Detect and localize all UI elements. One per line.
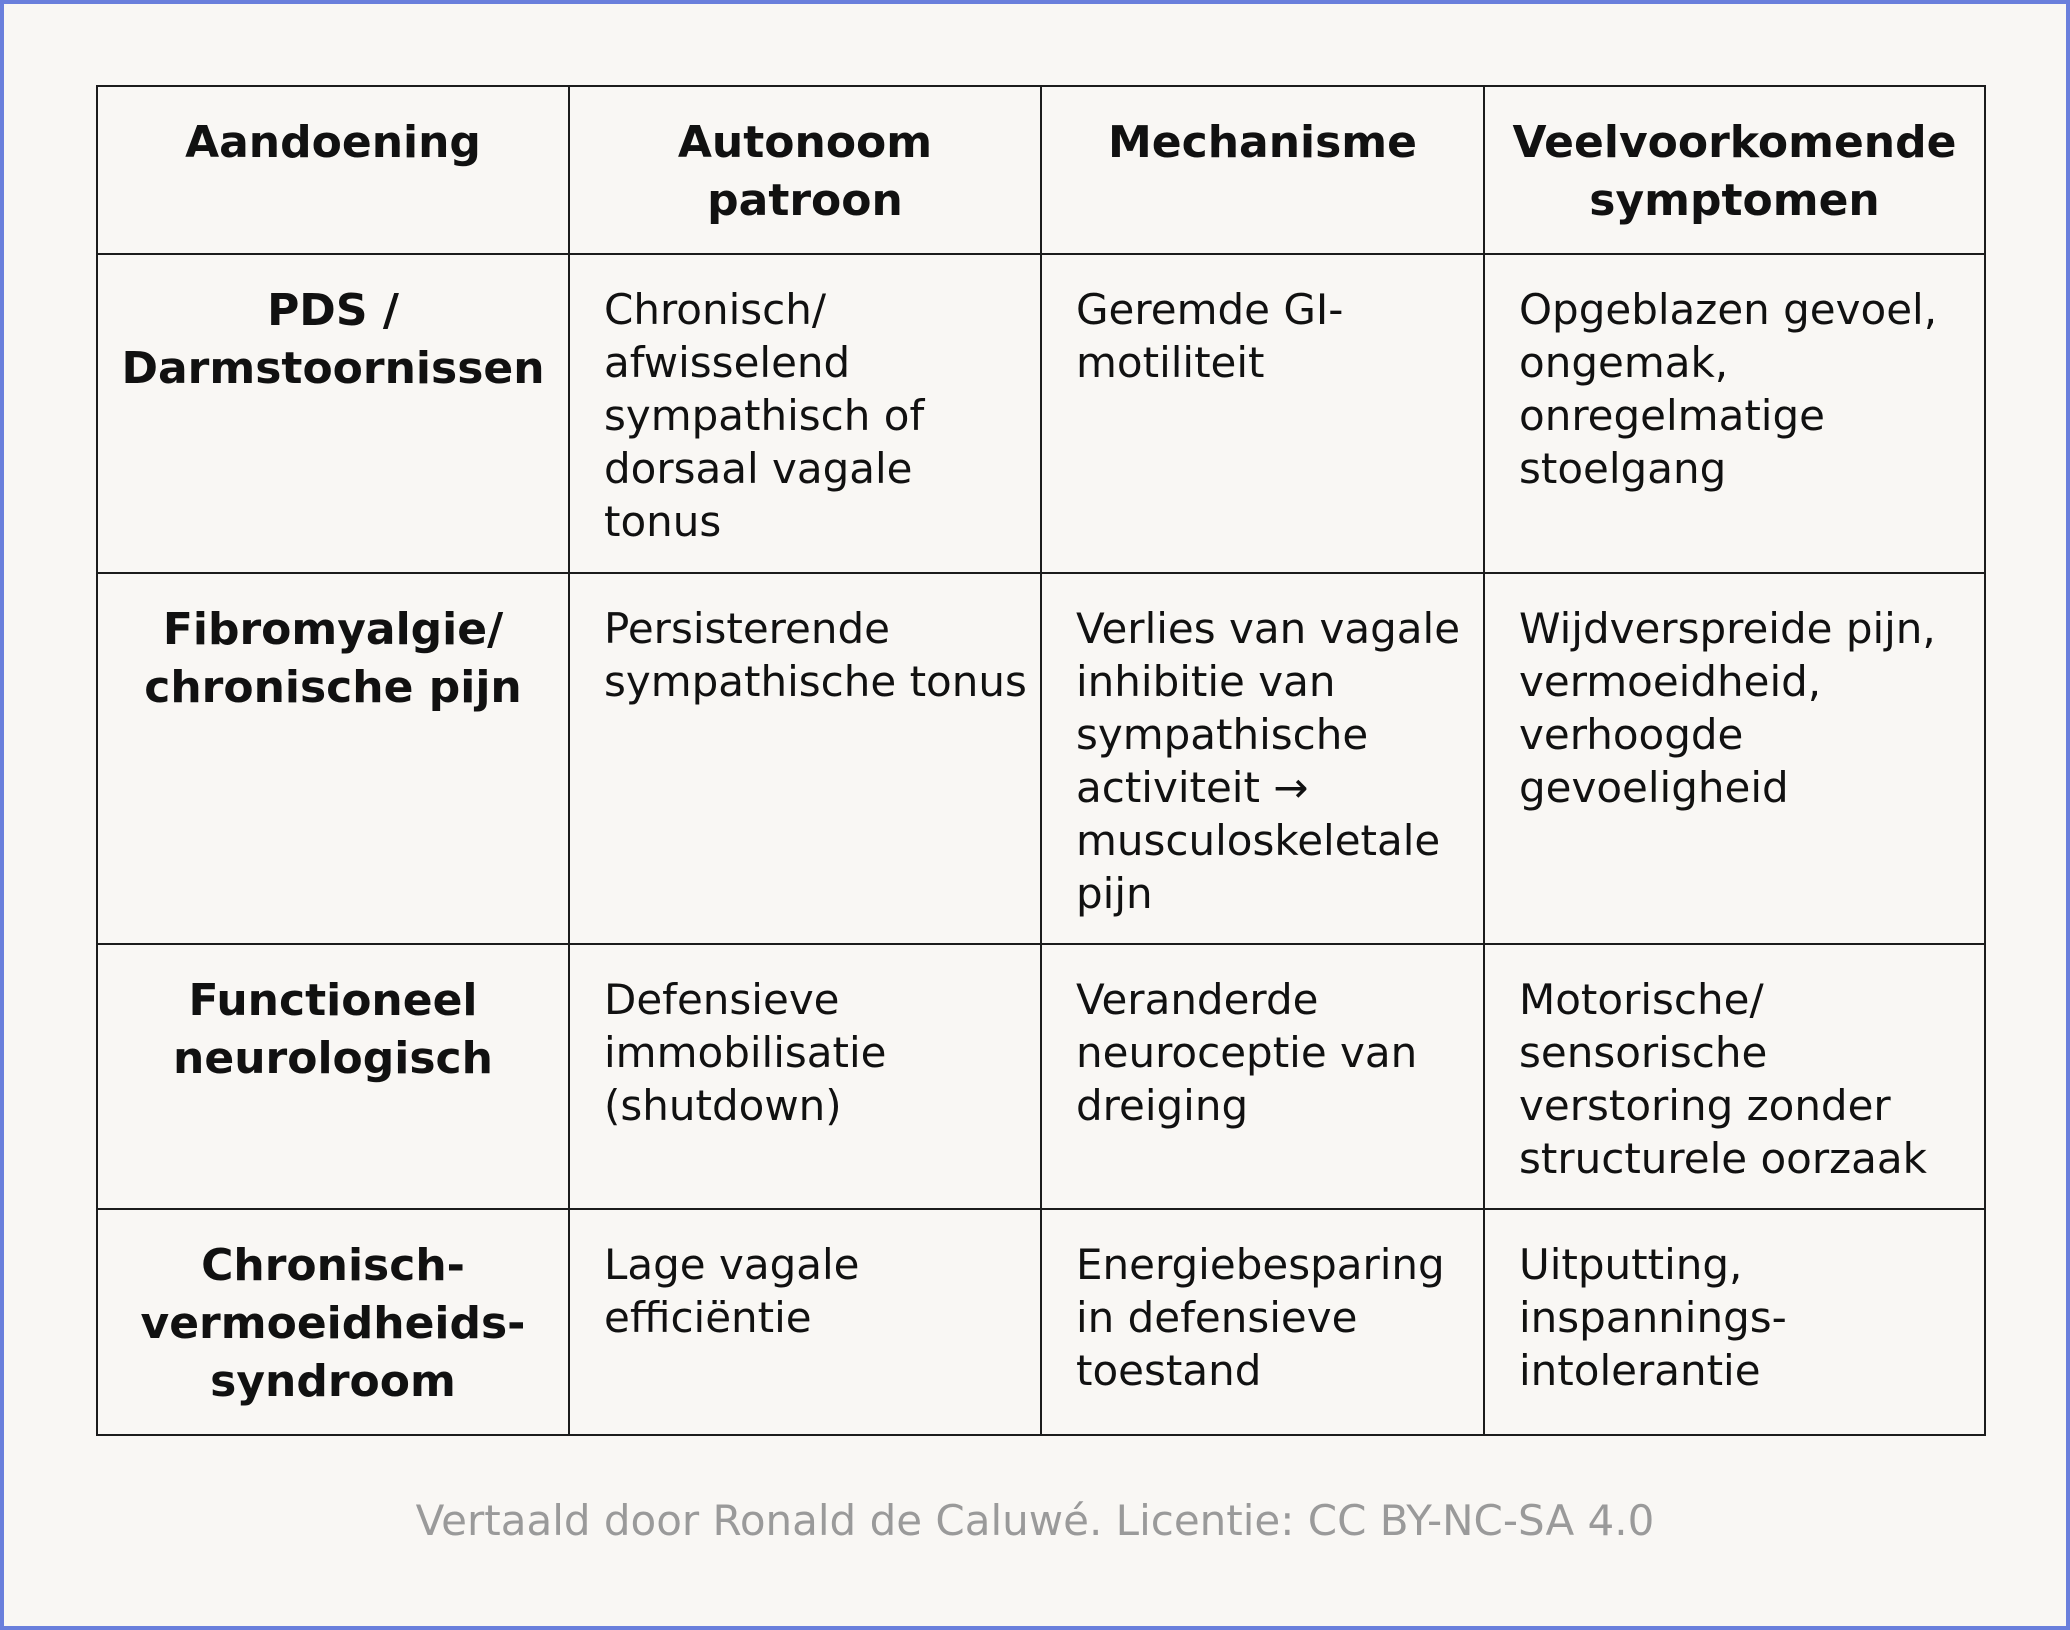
header-symptoms: Veelvoorkomende symptomen (1484, 86, 1985, 254)
cell-symptoms: Opgeblazen gevoel, ongemak, onregelmatige stoelgang (1484, 254, 1985, 573)
table-header-row (97, 86, 1985, 254)
cell-pattern: Persisterende sympathische tonus (569, 573, 1041, 944)
cell-symptoms: Wijdverspreide pijn, vermoeidheid, verhoogde gevoeligheid (1484, 573, 1985, 944)
cell-mechanism: Verlies van vagale inhibitie van sympathische activiteit → musculoskeletale pijn (1041, 573, 1484, 944)
table-row (97, 944, 1985, 1209)
table-row (97, 1209, 1985, 1435)
translation-credit: Vertaald door Ronald de Caluwé. Licentie: CC BY-NC-SA 4.0 (415, 1496, 1655, 1545)
header-mechanism: Mechanisme (1041, 86, 1484, 254)
cell-pattern: Chronisch/ afwisselend sympathisch of dorsaal vagale tonus (569, 254, 1041, 573)
cell-pattern: Lage vagale efficiëntie (569, 1209, 1041, 1435)
cell-condition: Functioneel neurologisch (97, 944, 569, 1209)
cell-pattern: Defensieve immobilisatie (shutdown) (569, 944, 1041, 1209)
cell-symptoms: Motorische/ sensorische verstoring zonder structurele oorzaak (1484, 944, 1985, 1209)
cell-condition: PDS / Darmstoornissen (97, 254, 569, 573)
header-pattern: Autonoom patroon (569, 86, 1041, 254)
cell-symptoms: Uitputting, inspannings-intolerantie (1484, 1209, 1985, 1435)
header-condition: Aandoening (97, 86, 569, 254)
conditions-table (96, 85, 1986, 1436)
table-row (97, 254, 1985, 573)
cell-mechanism: Geremde GI-motiliteit (1041, 254, 1484, 573)
cell-mechanism: Veranderde neuroceptie van dreiging (1041, 944, 1484, 1209)
cell-condition: Fibromyalgie/ chronische pijn (97, 573, 569, 944)
cell-condition: Chronisch-vermoeidheids-syndroom (97, 1209, 569, 1435)
table-row (97, 573, 1985, 944)
cell-mechanism: Energiebesparing in defensieve toestand (1041, 1209, 1484, 1435)
